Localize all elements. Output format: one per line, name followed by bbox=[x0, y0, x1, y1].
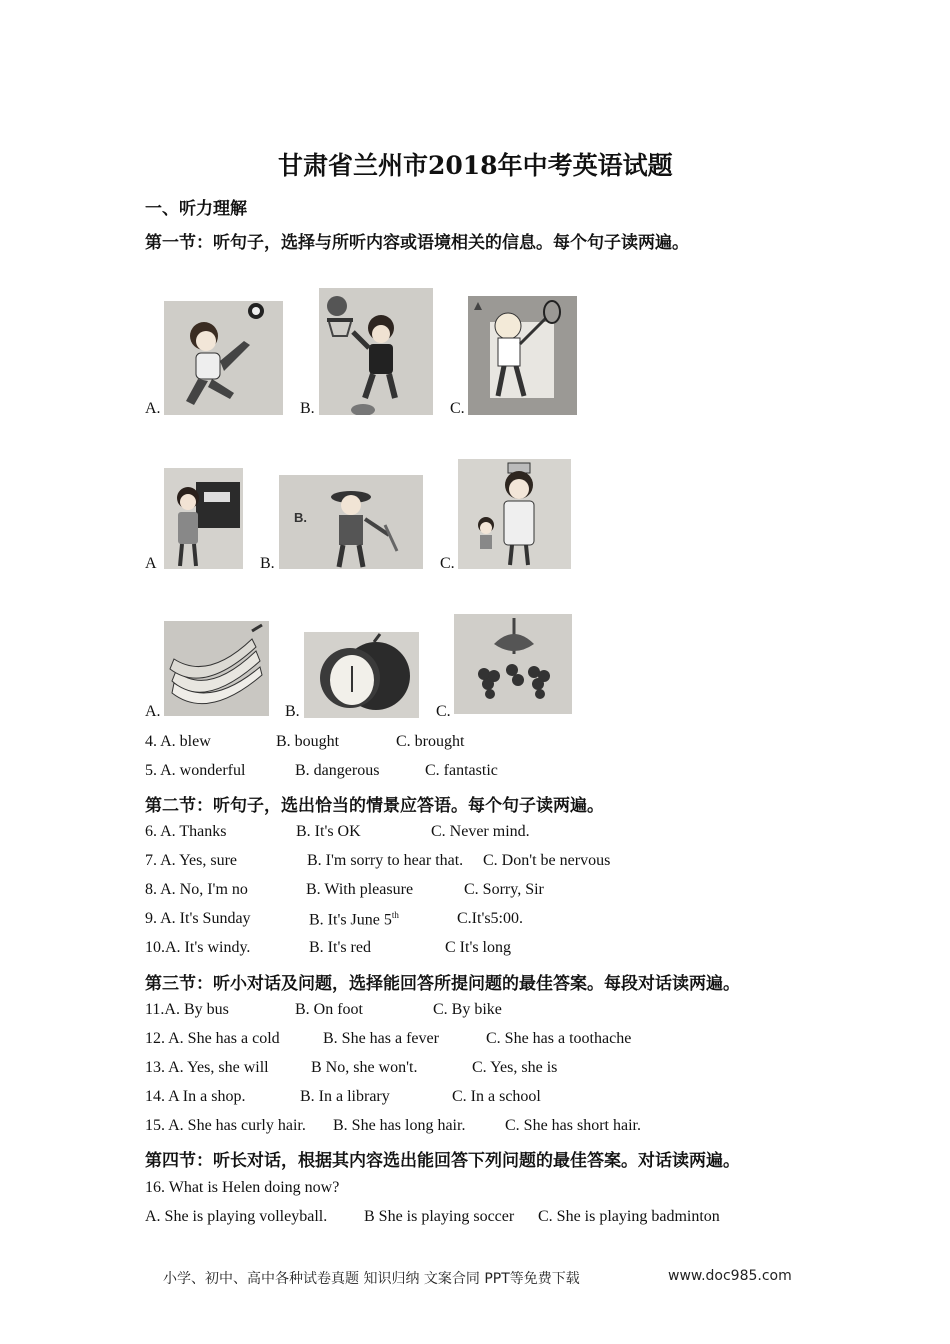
q4-option-b: B. bought bbox=[276, 733, 340, 750]
q6-option-a: 6. A. Thanks bbox=[145, 823, 227, 840]
q11-option-b: B. On foot bbox=[295, 1001, 363, 1018]
q14-option-b: B. In a library bbox=[300, 1088, 390, 1105]
option-label-b: B. bbox=[285, 703, 300, 720]
q6-option-b: B. It's OK bbox=[296, 823, 361, 840]
q16-option-a: A. She is playing volleyball. bbox=[145, 1208, 328, 1225]
q14-option-a: 14. A In a shop. bbox=[145, 1088, 246, 1105]
footer-site-link[interactable]: www.doc985.com bbox=[668, 1268, 792, 1284]
picture-inset-letter: B. bbox=[294, 510, 307, 525]
q6-option-c: C. Never mind. bbox=[431, 823, 530, 840]
q11-option-a: 11.A. By bus bbox=[145, 1001, 229, 1018]
q8-option-b: B. With pleasure bbox=[306, 881, 414, 898]
q12-option-b: B. She has a fever bbox=[323, 1030, 439, 1047]
boy-badminton-picture bbox=[468, 296, 577, 415]
option-label-c: C. bbox=[450, 400, 465, 417]
q16-option-c: C. She is playing badminton bbox=[538, 1208, 720, 1225]
footer-text: 小学、初中、高中各种试卷真题 知识归纳 文案合同 PPT等免费下载 bbox=[163, 1271, 580, 1287]
grapes-picture bbox=[454, 614, 572, 714]
q5-option-a: 5. A. wonderful bbox=[145, 762, 246, 779]
q5-option-c: C. fantastic bbox=[425, 762, 498, 779]
q9-option-a: 9. A. It's Sunday bbox=[145, 910, 251, 927]
q10-option-b: B. It's red bbox=[309, 939, 371, 956]
q7-option-b: B. I'm sorry to hear that. bbox=[307, 852, 464, 869]
section-2-heading: 第二节：听句子，选出恰当的情景应答语。每个句子读两遍。 bbox=[145, 796, 604, 816]
q13-option-c: C. Yes, she is bbox=[472, 1059, 558, 1076]
section-4-heading: 第四节：听长对话，根据其内容选出能回答下列问题的最佳答案。对话读两遍。 bbox=[145, 1151, 740, 1171]
boy-basketball-picture bbox=[319, 288, 433, 415]
q13-option-b: B No, she won't. bbox=[311, 1059, 418, 1076]
q10-option-c: C It's long bbox=[445, 939, 511, 956]
q13-option-a: 13. A. Yes, she will bbox=[145, 1059, 269, 1076]
q10-option-a: 10.A. It's windy. bbox=[145, 939, 251, 956]
q9-option-b-text: B. It's June 5 bbox=[309, 911, 392, 929]
q12-option-a: 12. A. She has a cold bbox=[145, 1030, 280, 1047]
bananas-picture bbox=[164, 621, 269, 716]
apples-picture bbox=[304, 632, 419, 718]
option-label-a: A. bbox=[145, 400, 161, 417]
q4-option-c: C. brought bbox=[396, 733, 465, 750]
part-heading: 一、听力理解 bbox=[145, 199, 247, 219]
q4-option-a: 4. A. blew bbox=[145, 733, 211, 750]
option-label-a: A bbox=[145, 555, 157, 572]
option-label-c: C. bbox=[440, 555, 455, 572]
page-title: 甘肃省兰州市2018年中考英语试题 bbox=[278, 151, 673, 180]
q5-option-b: B. dangerous bbox=[295, 762, 380, 779]
section-3-heading: 第三节：听小对话及问题，选择能回答所提问题的最佳答案。每段对话读两遍。 bbox=[145, 974, 740, 994]
q16-stem: 16. What is Helen doing now? bbox=[145, 1179, 340, 1196]
q14-option-c: C. In a school bbox=[452, 1088, 541, 1105]
q16-option-b: B She is playing soccer bbox=[364, 1208, 515, 1225]
q8-option-c: C. Sorry, Sir bbox=[464, 881, 544, 898]
q7-option-a: 7. A. Yes, sure bbox=[145, 852, 238, 869]
q15-option-c: C. She has short hair. bbox=[505, 1117, 641, 1134]
option-label-c: C. bbox=[436, 703, 451, 720]
q7-option-c: C. Don't be nervous bbox=[483, 852, 611, 869]
q15-option-b: B. She has long hair. bbox=[333, 1117, 466, 1134]
section-1-heading: 第一节：听句子，选择与所听内容或语境相关的信息。每个句子读两遍。 bbox=[145, 233, 689, 253]
q12-option-c: C. She has a toothache bbox=[486, 1030, 632, 1047]
q9-option-b bbox=[309, 910, 399, 929]
q9-option-c: C.It's5:00. bbox=[457, 910, 523, 927]
option-label-a: A. bbox=[145, 703, 161, 720]
q9-superscript: th bbox=[391, 910, 399, 920]
q8-option-a: 8. A. No, I'm no bbox=[145, 881, 248, 898]
option-label-b: B. bbox=[260, 555, 275, 572]
q11-option-c: C. By bike bbox=[433, 1001, 502, 1018]
boy-kicking-ball-picture bbox=[164, 301, 283, 415]
q15-option-a: 15. A. She has curly hair. bbox=[145, 1117, 306, 1134]
teacher-picture bbox=[164, 468, 243, 569]
nurse-picture bbox=[458, 459, 571, 569]
option-label-b: B. bbox=[300, 400, 315, 417]
